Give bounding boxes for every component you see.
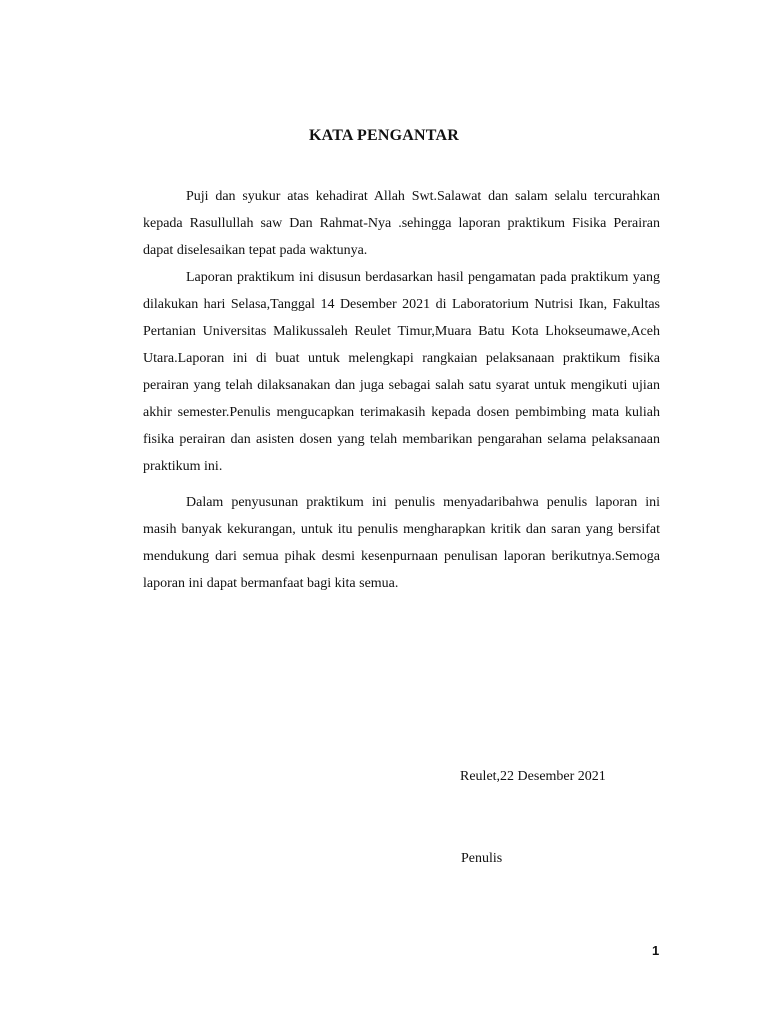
paragraph-opening: Puji dan syukur atas kehadirat Allah Swt.Salawat dan salam selalu tercurahkan kepada Rasullullah saw Dan Rahmat-Nya .sehingga laporan praktikum Fisika Perairan dapat diselesaikan tepat pada waktunya. — [143, 189, 660, 258]
signature-label: Penulis — [461, 851, 503, 866]
paragraph-block — [143, 183, 660, 264]
page-title: KATA PENGANTAR — [309, 127, 459, 144]
paragraph-block — [143, 489, 660, 597]
paragraph-report-details: Laporan praktikum ini disusun berdasarkan hasil pengamatan pada praktikum yang dilakukan hari Selasa,Tanggal 14 Desember 2021 di Laboratorium Nutrisi Ikan, Fakultas Pertanian Universitas Malikussaleh Reulet Timur,Muara Batu Kota Lhokseumawe,Aceh Utara.Laporan ini di buat untuk melengkapi rangkaian pelaksanaan praktikum fisika perairan yang telah dilaksanakan dan juga sebagai salah satu syarat untuk mengikuti ujian akhir semester.Penulis mengucapkan terimakasih kepada dosen pembimbing mata kuliah fisika perairan dan asisten dosen yang telah membarikan pengarahan selama pelaksanaan praktikum ini. — [143, 270, 660, 474]
page-number: 1 — [652, 943, 660, 958]
paragraph-block — [143, 264, 660, 480]
place-date: Reulet,22 Desember 2021 — [460, 769, 606, 784]
paragraph-closing: Dalam penyusunan praktikum ini penulis menyadaribahwa penulis laporan ini masih banyak kekurangan, untuk itu penulis mengharapkan kritik dan saran yang bersifat mendukung dari semua pihak desmi kesenpurnaan penulisan laporan berikutnya.Semoga laporan ini dapat bermanfaat bagi kita semua. — [143, 495, 660, 591]
